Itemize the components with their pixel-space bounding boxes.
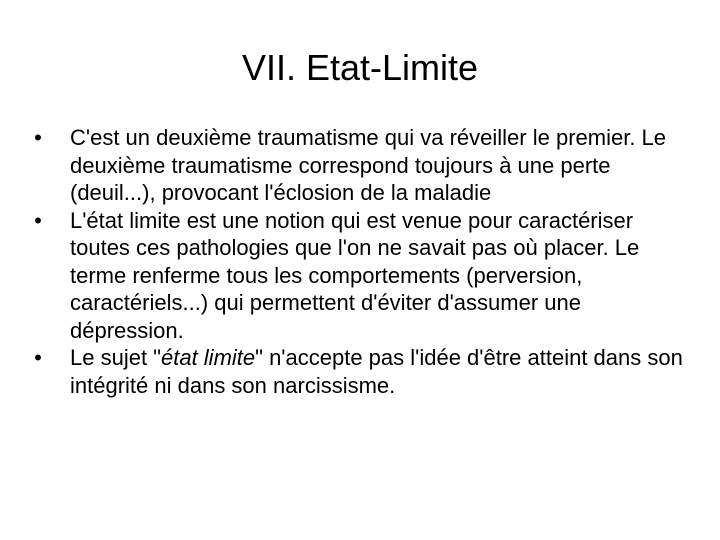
bullet-text: C'est un deuxième traumatisme qui va réveiller le premier. Le deuxième traumatisme correspond toujours à une perte (deuil...), provocant l'éclosion de la maladie xyxy=(70,125,667,205)
slide-title: VII. Etat-Limite xyxy=(241,47,479,88)
bullet-text-before: Le sujet " xyxy=(70,345,161,370)
bullet-dot-icon: • xyxy=(34,125,42,150)
bullet-item xyxy=(28,344,688,399)
bullet-text-emphasis: état limite xyxy=(160,345,256,370)
bullet-item xyxy=(28,124,688,207)
bullet-dot-icon: • xyxy=(34,345,42,370)
bullet-dot-icon: • xyxy=(34,207,42,233)
bullet-text: L'état limite est une notion qui est venue pour caractériser toutes ces pathologies que l'on ne savait pas où placer. Le terme renferme tous les comportements (perversion, caractériels...) qui permettent d'éviter d'assumer une dépression. xyxy=(70,207,640,343)
bullet-text-after: " n'accepte pas l'idée d'être atteint dans son intégrité ni dans son narcissisme. xyxy=(70,345,683,398)
bullet-list xyxy=(28,124,688,399)
bullet-item xyxy=(28,207,688,345)
